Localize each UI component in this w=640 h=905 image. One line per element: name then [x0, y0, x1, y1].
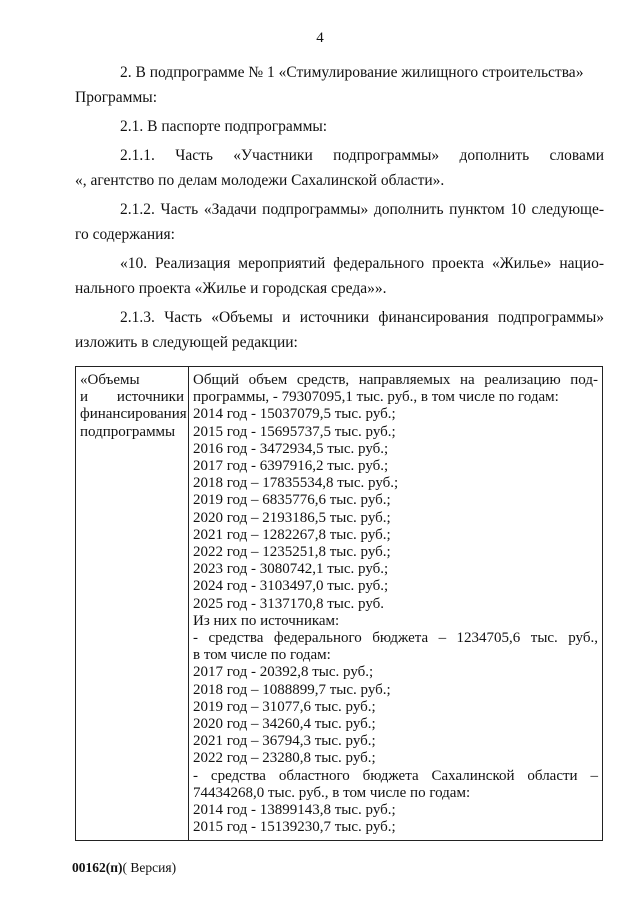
- value-line: 2017 год - 6397916,2 тыс. руб.;: [193, 458, 389, 475]
- value-line: 2020 год – 2193186,5 тыс. руб.;: [193, 509, 391, 526]
- value-line: 2016 год - 3472934,5 тыс. руб.;: [193, 440, 389, 457]
- table-row: [76, 367, 603, 841]
- document-version: ( Версия): [122, 860, 177, 875]
- value-line: программы, - 79307095,1 тыс. руб., в том числе по годам:: [193, 389, 559, 406]
- value-line: 74434268,0 тыс. руб., в том числе по годам:: [193, 784, 471, 801]
- label-line: «Объемы: [80, 372, 140, 388]
- paragraph-2-1-1-line2: «, агентство по делам молодежи Сахалинской области».: [75, 172, 445, 189]
- paragraph-2-1: 2.1. В паспорте подпрограммы:: [120, 118, 328, 135]
- value-line: 2019 год – 31077,6 тыс. руб.;: [193, 698, 376, 715]
- value-line: 2018 год – 17835534,8 тыс. руб.;: [193, 475, 399, 492]
- paragraph-2-line1: 2. В подпрограмме № 1 «Стимулирование жилищного строительства»: [120, 64, 584, 81]
- paragraph-2-1-2-line1: 2.1.2. Часть «Задачи подпрограммы» дополнить пунктом 10 следующе-: [120, 201, 604, 218]
- label-line: подпрограммы: [80, 423, 176, 440]
- value-line: 2022 год – 23280,8 тыс. руб.;: [193, 750, 376, 767]
- value-line: в том числе по годам:: [193, 647, 331, 664]
- value-line: 2020 год – 34260,4 тыс. руб.;: [193, 716, 376, 733]
- value-line: 2019 год – 6835776,6 тыс. руб.;: [193, 492, 391, 509]
- paragraph-2-1-3-line1: 2.1.3. Часть «Объемы и источники финансирования подпрограммы»: [120, 309, 604, 326]
- paragraph-2-1-3-line2: изложить в следующей редакции:: [75, 334, 298, 351]
- label-line: финансирования: [80, 406, 187, 423]
- document-code: 00162(п): [72, 860, 123, 875]
- value-line: 2015 год - 15139230,7 тыс. руб.;: [193, 819, 396, 836]
- value-line: - средства областного бюджета Сахалинской области –: [193, 767, 598, 784]
- value-line: 2025 год - 3137170,8 тыс. руб.: [193, 595, 385, 612]
- value-line: Из них по источникам:: [193, 612, 340, 629]
- value-line: - средства федерального бюджета – 1234705,6 тыс. руб.,: [193, 630, 598, 647]
- table-value-cell: [189, 367, 603, 841]
- value-line: 2024 год - 3103497,0 тыс. руб.;: [193, 578, 389, 595]
- value-line: 2021 год – 1282267,8 тыс. руб.;: [193, 526, 391, 543]
- page-number: 4: [316, 30, 324, 46]
- value-line: 2017 год - 20392,8 тыс. руб.;: [193, 664, 374, 681]
- value-line: 2022 год – 1235251,8 тыс. руб.;: [193, 544, 391, 561]
- paragraph-2-1-2-line2: го содержания:: [75, 226, 175, 243]
- paragraph-2-1-1-line1: 2.1.1. Часть «Участники подпрограммы» дополнить словами: [120, 147, 604, 164]
- label-line: и источники: [80, 389, 184, 406]
- table-label-cell: [76, 367, 189, 841]
- paragraph-2-line2: Программы:: [75, 89, 158, 106]
- footer: [72, 860, 176, 876]
- quote-line1: «10. Реализация мероприятий федерального проекта «Жилье» нацио-: [120, 255, 604, 272]
- value-line: 2014 год - 15037079,5 тыс. руб.;: [193, 406, 396, 423]
- value-line: Общий объем средств, направляемых на реализацию под-: [193, 372, 598, 388]
- value-line: 2015 год - 15695737,5 тыс. руб.;: [193, 423, 396, 440]
- quote-line2: нального проекта «Жилье и городская среда»».: [75, 280, 387, 297]
- financing-table: [75, 366, 603, 841]
- value-line: 2021 год – 36794,3 тыс. руб.;: [193, 733, 376, 750]
- value-line: 2023 год - 3080742,1 тыс. руб.;: [193, 561, 389, 578]
- value-line: 2014 год - 13899143,8 тыс. руб.;: [193, 802, 396, 819]
- value-line: 2018 год – 1088899,7 тыс. руб.;: [193, 681, 391, 698]
